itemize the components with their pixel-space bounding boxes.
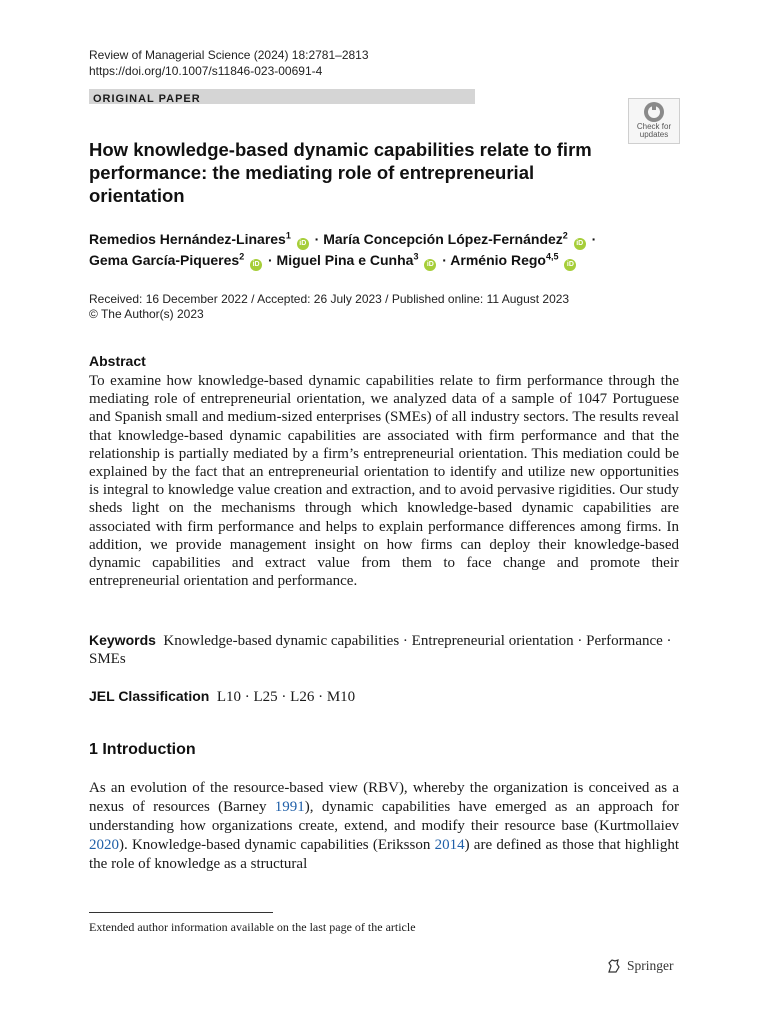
footnote-divider	[89, 912, 273, 913]
check-updates-line1: Check for	[636, 122, 672, 131]
orcid-icon[interactable]: iD	[424, 259, 436, 271]
citation-link[interactable]: 2014	[434, 837, 465, 853]
orcid-icon[interactable]: iD	[564, 259, 576, 271]
keywords-list: Knowledge-based dynamic capabilities · Entrepreneurial orientation · Performance · SMEs	[89, 633, 672, 668]
article-type-banner	[89, 89, 475, 104]
author-name: Gema García-Piqueres	[89, 252, 240, 268]
orcid-icon[interactable]: iD	[574, 238, 586, 250]
author-name: Remedios Hernández-Linares	[89, 231, 286, 247]
intro-text: As an evolution of the resource-based view (RBV), whereby the organization is conceived as a nexus of resources (Barney	[89, 780, 679, 815]
author-affiliation: 2	[239, 251, 245, 262]
author-separator: ·	[587, 231, 597, 247]
author-affiliation: 2	[562, 230, 568, 241]
author-separator: ·	[264, 252, 277, 268]
doi-link[interactable]: https://doi.org/10.1007/s11846-023-00691-4	[89, 64, 323, 78]
publisher-name: Springer	[627, 958, 674, 973]
abstract-heading: Abstract	[89, 353, 146, 369]
jel-label: JEL Classification	[89, 688, 210, 704]
keywords-label: Keywords	[89, 632, 156, 648]
check-for-updates-badge[interactable]	[628, 98, 680, 144]
author-separator: ·	[438, 252, 451, 268]
publication-dates	[89, 292, 569, 322]
publisher-logo	[606, 958, 674, 974]
check-updates-icon	[643, 101, 665, 123]
author-list	[89, 229, 689, 271]
jel-codes: L10 · L25 · L26 · M10	[216, 689, 356, 705]
keywords	[89, 631, 679, 668]
citation-link[interactable]: 1991	[274, 799, 305, 815]
introduction-paragraph	[89, 779, 679, 874]
orcid-icon[interactable]: iD	[250, 259, 262, 271]
author-name: Miguel Pina e Cunha	[276, 252, 414, 268]
author-separator: ·	[310, 231, 324, 247]
author-name: María Concepción López-Fernández	[323, 231, 563, 247]
orcid-icon[interactable]: iD	[297, 238, 309, 250]
journal-citation: Review of Managerial Science (2024) 18:2781–2813	[89, 48, 369, 62]
journal-info	[89, 47, 369, 79]
section-heading-introduction: 1 Introduction	[89, 741, 196, 758]
footnote: Extended author information available on the last page of the article	[89, 920, 416, 934]
check-updates-line2: updates	[639, 130, 669, 139]
author-name: Arménio Rego	[450, 252, 546, 268]
citation-link[interactable]: 2020	[89, 837, 119, 853]
history-dates: Received: 16 December 2022 / Accepted: 26 July 2023 / Published online: 11 August 2023	[89, 292, 570, 306]
author-affiliation: 4,5	[545, 251, 559, 262]
author-affiliation: 1	[285, 230, 291, 241]
intro-text: ), dynamic capabilities have emerged as an approach for understanding how organizations create, extend, and modify their resource base (Kurtmollaiev	[89, 799, 679, 834]
copyright: © The Author(s) 2023	[89, 307, 204, 321]
jel-classification	[89, 687, 355, 706]
springer-horse-icon	[606, 958, 622, 974]
intro-text: ). Knowledge-based dynamic capabilities (Eriksson	[119, 837, 435, 853]
abstract-text: To examine how knowledge-based dynamic capabilities relate to firm performance through the mediating role of entrepreneurial orientation, we analyzed data of a sample of 1047 Portuguese and Spanish small and medium-sized enterprises (SMEs) of all industry sectors. The results reveal that knowledge-based dynamic capabilities are associated with firm performance and that the relationship is partially mediated by a firm’s entrepreneurial orientation. This mediation could be explained by the fact that an entrepreneurial orientation to identify and utilize new opportunities is integral to knowledge value creation and extraction, and to avoid pervasive rigidities. Our study sheds light on the mechanisms through which knowledge-based dynamic capabilities are associated with firm performance and helps to explain performance differences among firms. In addition, we provide management insight on how firms can deploy their knowledge-based dynamic capabilities and extract value from them to face change and promote their entrepreneurial orientation and performance.	[89, 373, 679, 590]
article-type-label: ORIGINAL PAPER	[93, 93, 201, 105]
author-affiliation: 3	[413, 251, 419, 262]
article-title: How knowledge-based dynamic capabilities relate to firm performance: the mediating role of entrepreneurial orientation	[89, 139, 592, 206]
intro-text: ) are defined as those that highlight the role of knowledge as a structural	[89, 837, 680, 872]
